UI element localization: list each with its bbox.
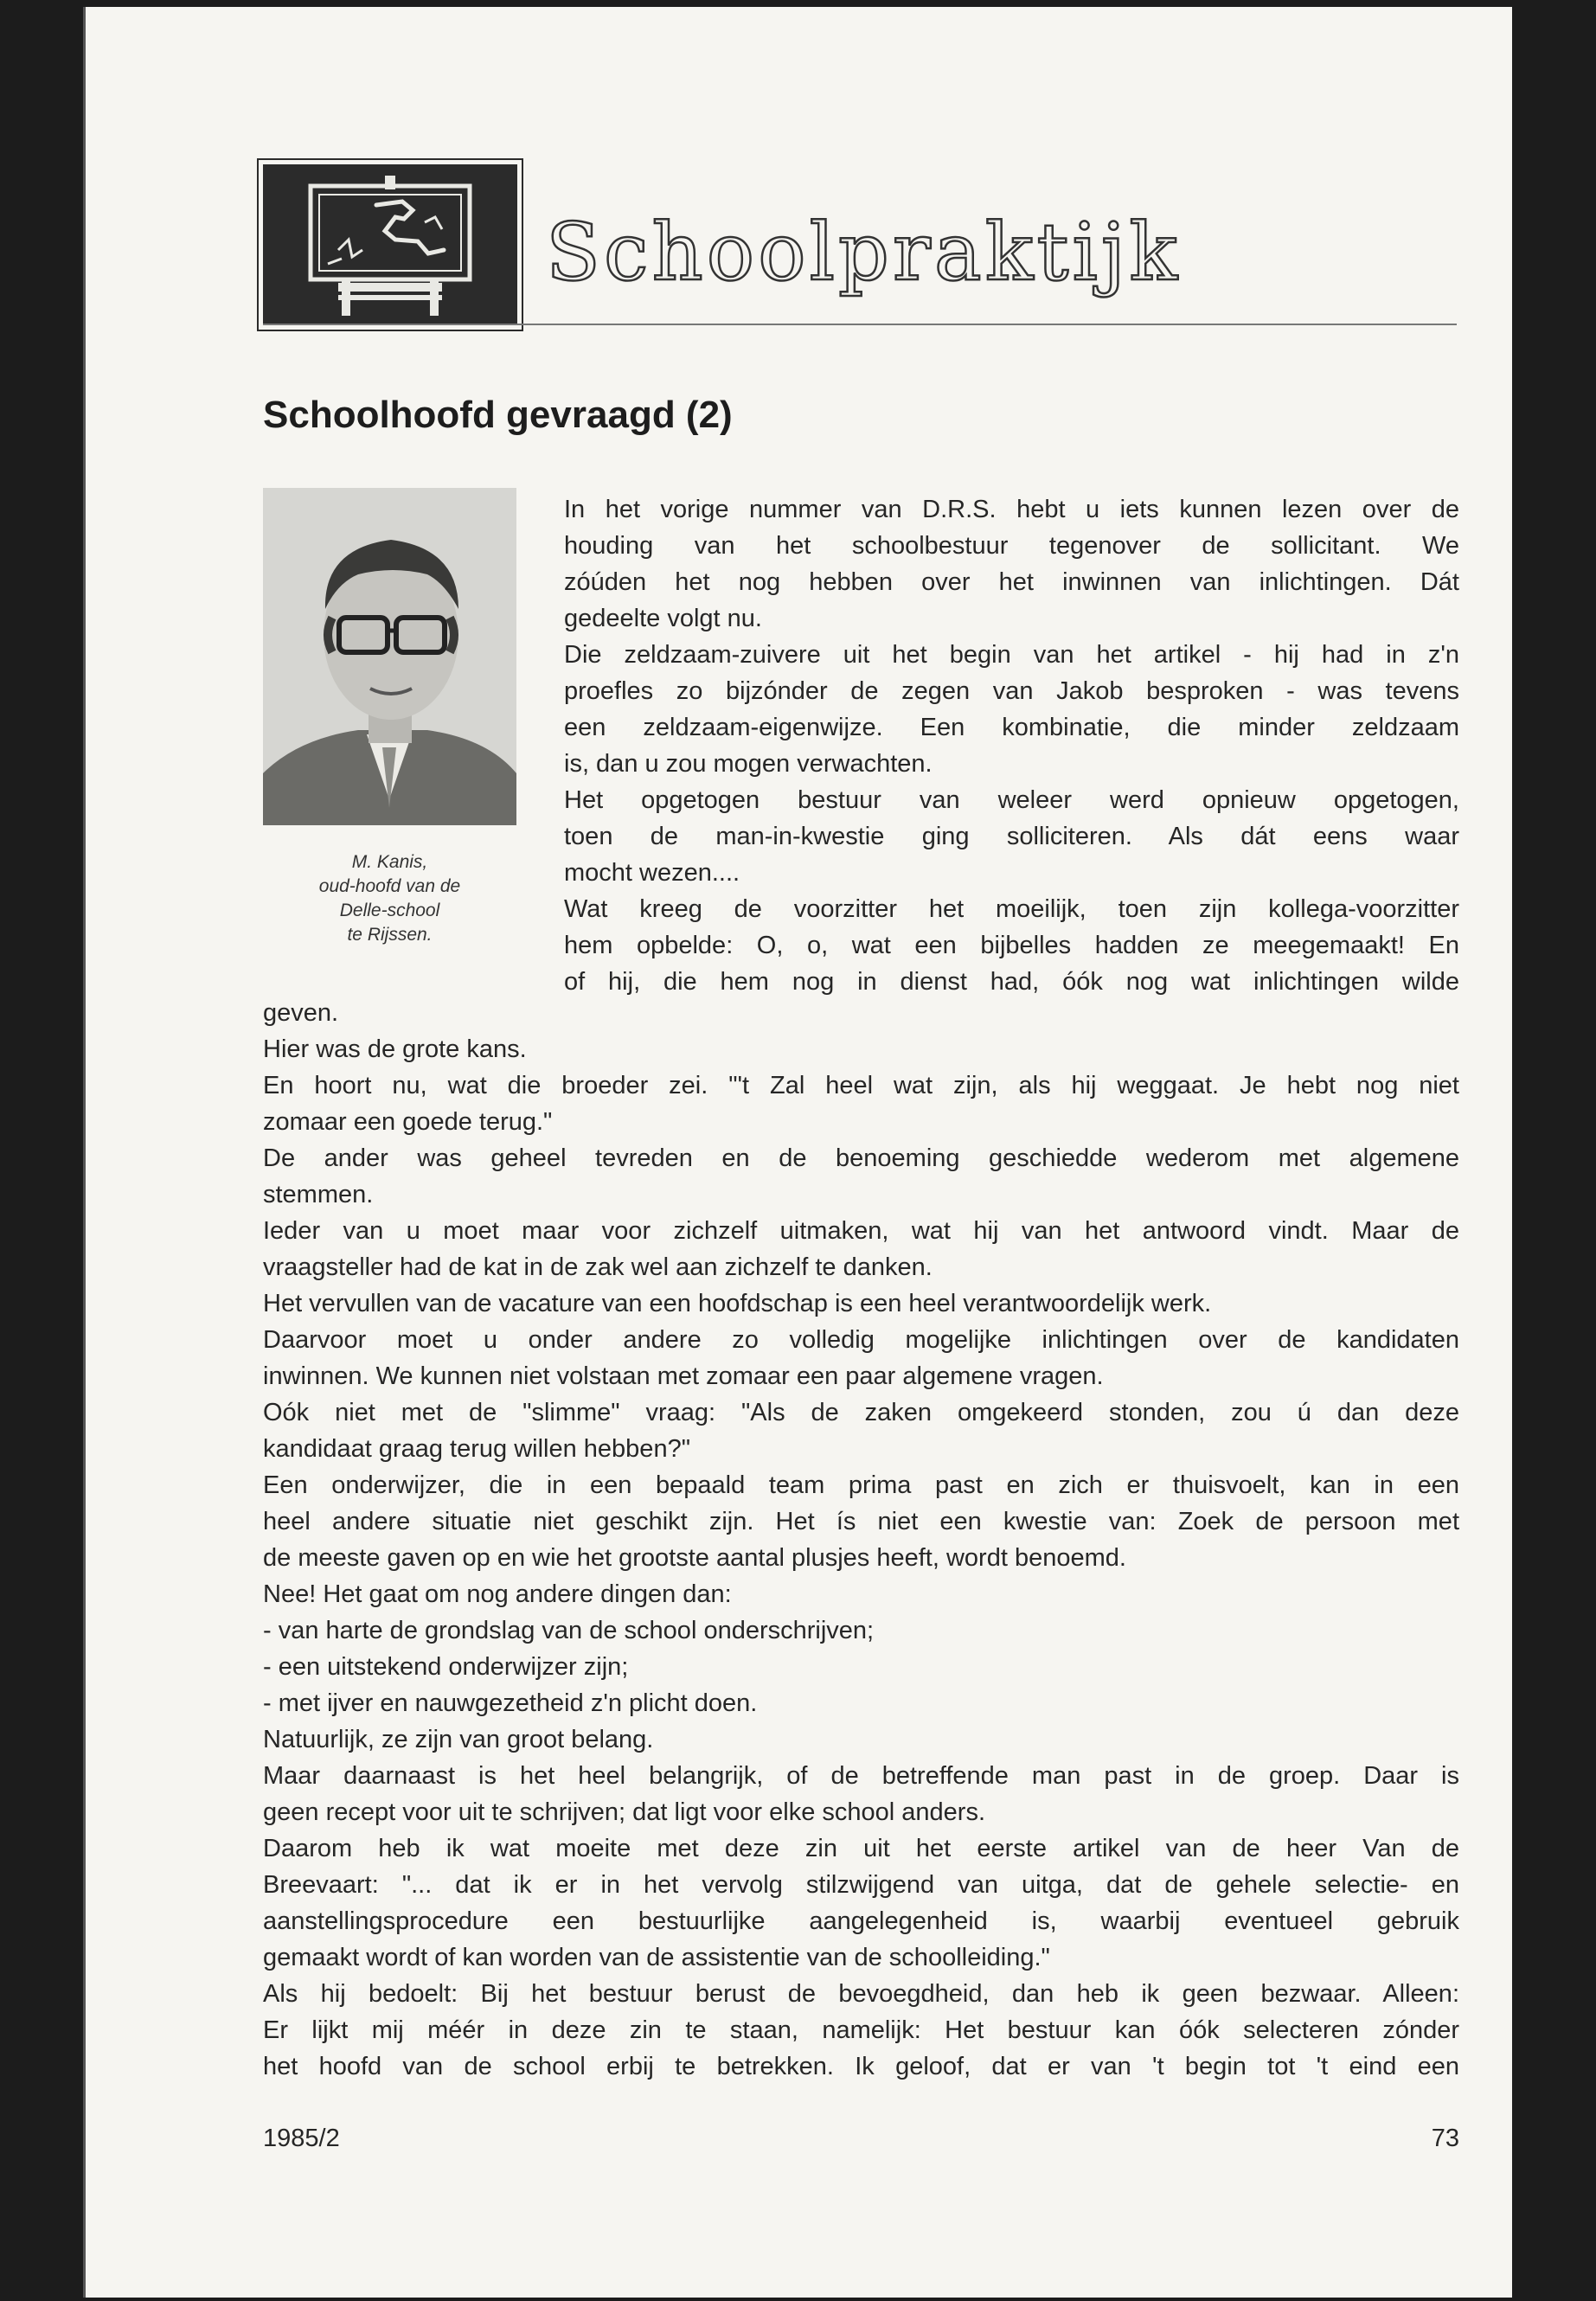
text-line: Een onderwijzer, die in een bepaald team prima past en zich er thuisvoelt, kan in een xyxy=(263,1471,1459,1499)
text-line: Wat kreeg de voorzitter het moeilijk, toen zijn kollega-voorzitter xyxy=(564,895,1459,923)
text-line: - van harte de grondslag van de school onderschrijven; xyxy=(263,1617,875,1644)
text-line: aanstellingsprocedure een bestuurlijke aangelegenheid is, waarbij eventueel gebruik xyxy=(263,1907,1459,1935)
chalkboard-easel-icon-svg xyxy=(266,167,515,323)
text-line: En hoort nu, wat die broeder zei. "'t Zal heel wat zijn, als hij weggaat. Je hebt nog niet xyxy=(263,1072,1459,1099)
caption-line: te Rijssen. xyxy=(347,925,433,945)
text-line: Als hij bedoelt: Bij het bestuur berust de bevoegdheid, dan heb ik geen bezwaar. Alleen: xyxy=(263,1980,1459,2008)
text-line: Het opgetogen bestuur van weleer werd opnieuw opgetogen, xyxy=(564,786,1459,814)
text-line: Er lijkt mij méér in deze zin te staan, namelijk: Het bestuur kan óók selecteren zónder xyxy=(263,2016,1459,2044)
article-title: Schoolhoofd gevraagd (2) xyxy=(263,394,733,436)
article-column-text xyxy=(564,491,1459,1000)
text-line: het hoofd van de school erbij te betrekken. Ik geloof, dat er van 't begin tot 't eind een xyxy=(263,2053,1459,2080)
text-line: zóúden het nog hebben over het inwinnen van inlichtingen. Dát xyxy=(564,568,1459,596)
text-line: houding van het schoolbestuur tegenover de sollicitant. We xyxy=(564,532,1459,560)
text-line: zomaar een goede terug." xyxy=(263,1108,553,1136)
text-line: Nee! Het gaat om nog andere dingen dan: xyxy=(263,1580,732,1608)
text-line: een zeldzaam-eigenwijze. Een kombinatie, die minder zeldzaam xyxy=(564,714,1459,741)
section-title: Schoolpraktijk xyxy=(546,206,1182,298)
text-line: In het vorige nummer van D.R.S. hebt u iets kunnen lezen over de xyxy=(564,496,1459,523)
text-line: de meeste gaven op en wie het grootste aantal plusjes heeft, wordt benoemd. xyxy=(263,1544,1126,1572)
caption-line: oud-hoofd van de xyxy=(318,876,461,896)
text-line: Die zeldzaam-zuivere uit het begin van het artikel - hij had in z'n xyxy=(564,641,1459,669)
text-line: Daarvoor moet u onder andere zo volledig mogelijke inlichtingen over de kandidaten xyxy=(263,1326,1459,1354)
caption-line: Delle-school xyxy=(339,901,440,920)
text-line: Hier was de grote kans. xyxy=(263,1035,527,1063)
text-line: Het vervullen van de vacature van een hoofdschap is een heel verantwoordelijk werk. xyxy=(263,1290,1212,1317)
text-line: - een uitstekend onderwijzer zijn; xyxy=(263,1653,629,1681)
text-line: heel andere situatie niet geschikt zijn. Het ís niet een kwestie van: Zoek de persoon met xyxy=(263,1508,1459,1535)
text-line: toen de man-in-kwestie ging solliciteren. Als dát eens waar xyxy=(564,823,1459,850)
text-line: stemmen. xyxy=(263,1181,374,1208)
text-line: - met ijver en nauwgezetheid z'n plicht doen. xyxy=(263,1689,758,1717)
text-line: geven. xyxy=(263,999,339,1027)
text-line: gemaakt wordt of kan worden van de assistentie van de schoolleiding." xyxy=(263,1944,1050,1971)
article-body-text xyxy=(263,995,1459,2085)
author-portrait xyxy=(263,488,516,825)
text-line: hem opbelde: O, o, wat een bijbelles hadden ze meegemaakt! En xyxy=(564,932,1459,959)
caption-line: M. Kanis, xyxy=(351,852,428,872)
header-divider xyxy=(263,324,1457,325)
text-line: Natuurlijk, ze zijn van groot belang. xyxy=(263,1726,654,1753)
photo-caption xyxy=(263,850,516,947)
issue-number: 1985/2 xyxy=(263,2125,340,2152)
text-line: Ieder van u moet maar voor zichzelf uitmaken, wat hij van het antwoord vindt. Maar de xyxy=(263,1217,1459,1245)
text-line: kandidaat graag terug willen hebben?" xyxy=(263,1435,690,1463)
text-line: gedeelte volgt nu. xyxy=(564,605,762,632)
text-line: geen recept voor uit te schrijven; dat ligt voor elke school anders. xyxy=(263,1798,986,1826)
chalkboard-easel-icon xyxy=(263,164,517,325)
text-line: Maar daarnaast is het heel belangrijk, of de betreffende man past in de groep. Daar is xyxy=(263,1762,1459,1790)
text-line: mocht wezen.... xyxy=(564,859,740,887)
text-line: proefles zo bijzónder de zegen van Jakob besproken - was tevens xyxy=(564,677,1459,705)
text-line: inwinnen. We kunnen niet volstaan met zomaar een paar algemene vragen. xyxy=(263,1362,1104,1390)
author-portrait-svg xyxy=(263,488,516,825)
page-number: 73 xyxy=(1431,2125,1459,2152)
text-line: is, dan u zou mogen verwachten. xyxy=(564,750,933,778)
text-line: of hij, die hem nog in dienst had, óók nog wat inlichtingen wilde xyxy=(564,968,1459,996)
text-line: vraagsteller had de kat in de zak wel aan zichzelf te danken. xyxy=(263,1253,933,1281)
text-line: Oók niet met de "slimme" vraag: "Als de zaken omgekeerd stonden, zou ú dan deze xyxy=(263,1399,1459,1426)
text-line: Daarom heb ik wat moeite met deze zin uit het eerste artikel van de heer Van de xyxy=(263,1835,1459,1862)
page xyxy=(83,7,1512,2298)
text-line: Breevaart: "... dat ik er in het vervolg stilzwijgend van uitga, dat de gehele selectie- en xyxy=(263,1871,1459,1899)
text-line: De ander was geheel tevreden en de benoeming geschiedde wederom met algemene xyxy=(263,1144,1459,1172)
